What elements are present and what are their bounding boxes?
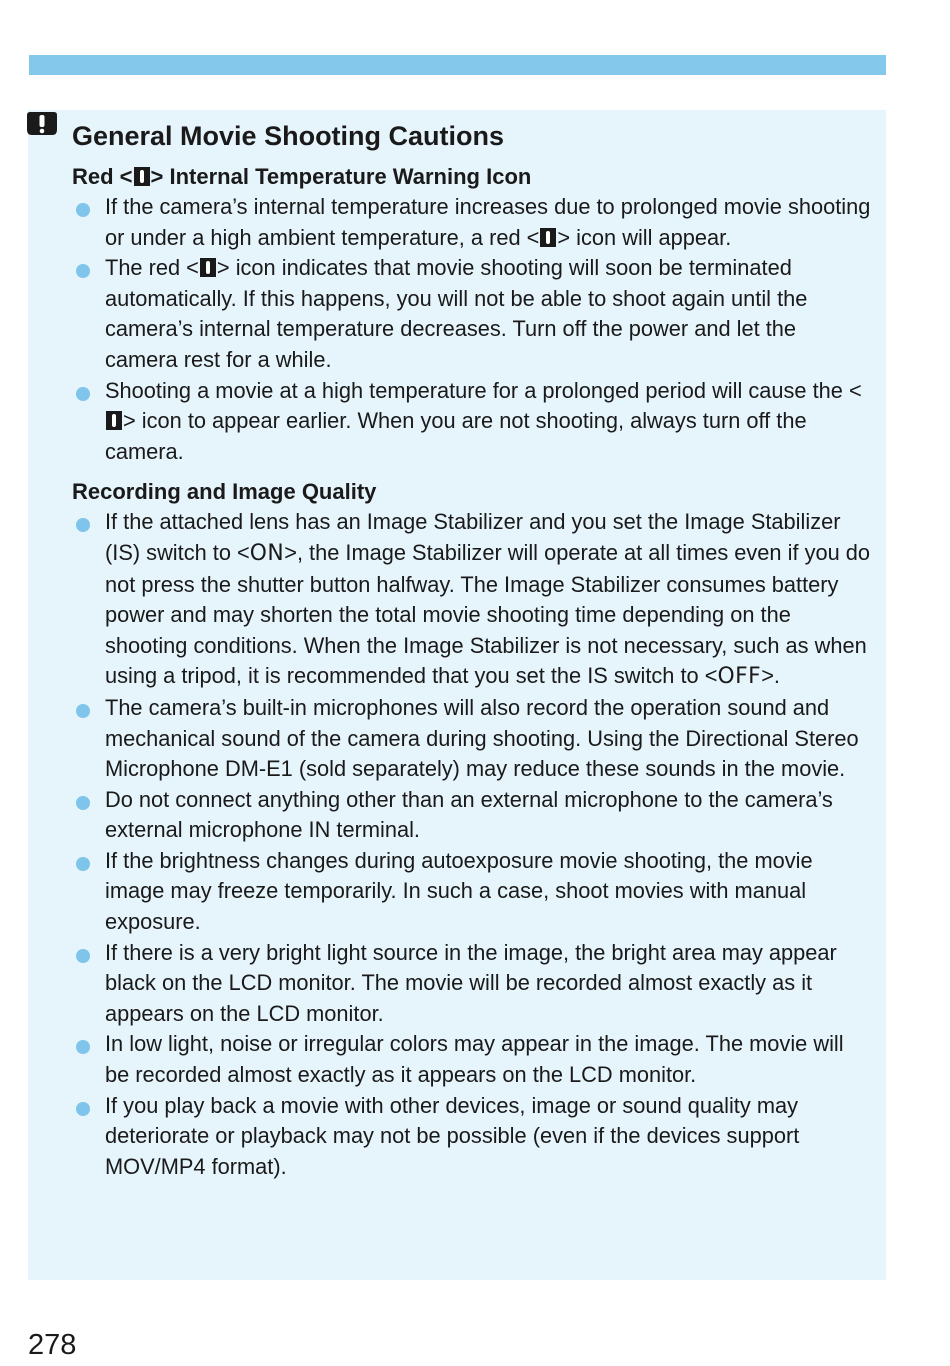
list-item: Do not connect anything other than an external microphone to the camera’s external microphone IN terminal. bbox=[72, 785, 872, 846]
list-item: If the attached lens has an Image Stabilizer and you set the Image Stabilizer (IS) switch to <ON>, the Image Stabilizer will operate at all times even if you do not press the shutter button halfway. The Image Stabilizer consumes battery power and may shorten the total movie shooting time depending on the shooting conditions. When the Image Stabilizer is not necessary, such as when using a tripod, it is recommended that you set the IS switch to <OFF>. bbox=[72, 507, 872, 693]
list-item: The red < > icon indicates that movie shooting will soon be terminated automatically. If this happens, you will not be able to shoot again until the camera’s internal temperature decreases. Turn off the power and let the camera rest for a while. bbox=[72, 253, 872, 375]
temperature-warning-icon bbox=[540, 228, 556, 247]
page-number: 278 bbox=[28, 1329, 77, 1361]
list-item: If you play back a movie with other devices, image or sound quality may deteriorate or playback may not be possible (even if the devices support MOV/MP4 format). bbox=[72, 1091, 872, 1183]
recording-quality-list bbox=[72, 507, 872, 1182]
list-item: If there is a very bright light source in the image, the bright area may appear black on the LCD monitor. The movie will be recorded almost exactly as it appears on the LCD monitor. bbox=[72, 938, 872, 1030]
list-item: Shooting a movie at a high temperature for a prolonged period will cause the <> icon to appear earlier. When you are not shooting, always turn off the camera. bbox=[72, 376, 872, 468]
list-item: If the camera’s internal temperature increases due to prolonged movie shooting or under a high ambient temperature, a red < > icon will appear. bbox=[72, 192, 872, 253]
switch-on-label: ON bbox=[249, 540, 285, 566]
list-item: If the brightness changes during autoexposure movie shooting, the movie image may freeze temporarily. In such a case, shoot movies with manual exposure. bbox=[72, 846, 872, 938]
list-item: The camera’s built-in microphones will also record the operation sound and mechanical sound of the camera during shooting. Using the Directional Stereo Microphone DM-E1 (sold separately) may reduce these sounds in the movie. bbox=[72, 693, 872, 785]
subheading-recording-quality: Recording and Image Quality bbox=[72, 479, 377, 505]
caution-icon bbox=[26, 110, 58, 140]
temperature-warning-icon bbox=[106, 411, 122, 430]
switch-off-label: OFF bbox=[717, 664, 762, 690]
temperature-warning-list bbox=[72, 192, 872, 467]
header-accent-bar bbox=[29, 55, 886, 75]
temperature-warning-icon bbox=[200, 258, 216, 277]
subheading-temperature-warning: Red < > Internal Temperature Warning Icon bbox=[72, 164, 532, 189]
list-item: In low light, noise or irregular colors may appear in the image. The movie will be recorded almost exactly as it appears on the LCD monitor. bbox=[72, 1029, 872, 1090]
caution-content bbox=[72, 162, 872, 1182]
section-title: General Movie Shooting Cautions bbox=[72, 121, 505, 151]
temperature-warning-icon bbox=[134, 167, 150, 186]
